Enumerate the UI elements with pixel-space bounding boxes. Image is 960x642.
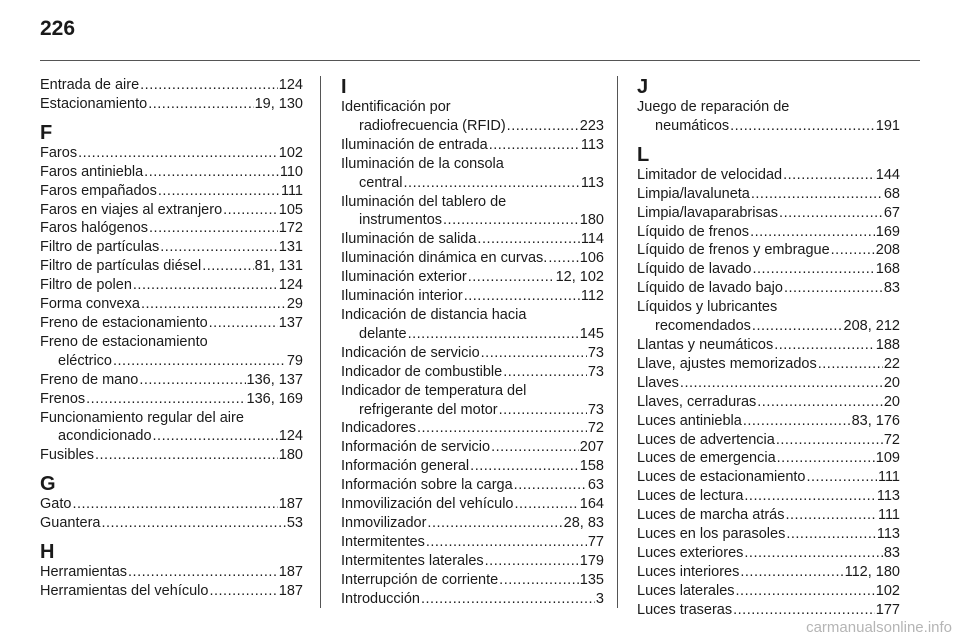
index-entry[interactable] (341, 571, 604, 590)
index-entry-pages[interactable]: 191 (875, 117, 900, 134)
index-entry-pages[interactable]: 172 (278, 220, 303, 237)
dot-leader (491, 438, 579, 457)
index-entry-pages[interactable]: 113 (876, 488, 900, 505)
index-entry-term: Luces traseras (637, 601, 733, 618)
dot-leader (743, 412, 851, 431)
index-entry-pages[interactable]: 208, 212 (843, 318, 900, 335)
index-entry[interactable] (40, 219, 303, 238)
index-entry[interactable] (637, 544, 900, 563)
dot-leader (160, 238, 278, 257)
index-entry[interactable] (637, 204, 900, 223)
index-entry[interactable] (637, 601, 900, 620)
index-entry-pages[interactable]: 208 (875, 242, 900, 259)
index-entry[interactable] (637, 355, 900, 374)
index-entry-pages[interactable]: 12, 102 (555, 269, 604, 286)
index-entry-term: eléctrico (58, 352, 112, 369)
index-entry-term: Intermitentes (341, 533, 425, 550)
index-entry[interactable] (637, 582, 900, 601)
index-entry-pages[interactable]: 77 (587, 533, 604, 550)
index-entry[interactable] (637, 166, 900, 185)
index-entry-pages[interactable]: 188 (875, 336, 900, 353)
dot-leader (78, 144, 278, 163)
dot-leader (514, 476, 587, 495)
index-entry-pages[interactable]: 112 (580, 288, 604, 305)
dot-leader (503, 363, 587, 382)
index-entry-term: Iluminación de entrada (341, 136, 488, 153)
index-entry-term: Líquido de lavado (637, 261, 752, 278)
dot-leader (757, 393, 883, 412)
dot-leader (750, 223, 875, 242)
index-entry[interactable] (341, 552, 604, 571)
dot-leader (443, 211, 579, 230)
index-entry[interactable] (40, 495, 303, 514)
index-entry-term: Llaves, cerraduras (637, 393, 757, 410)
index-entry[interactable] (40, 276, 303, 295)
index-entry-pages[interactable]: 111 (877, 469, 900, 486)
index-entry[interactable] (637, 279, 900, 298)
index-entry-term: Filtro de polen (40, 277, 132, 294)
index-entry-pages[interactable]: 67 (883, 204, 900, 221)
index-entry[interactable] (341, 155, 604, 193)
index-section-letter: L (637, 143, 650, 166)
index-entry-term: Información sobre la carga (341, 477, 513, 494)
index-entry-heading: Freno de estacionamiento (40, 333, 208, 350)
index-entry-term: Indicador de combustible (341, 363, 503, 380)
index-entry-term: Limitador de velocidad (637, 166, 783, 183)
index-entry-pages[interactable]: 106 (579, 250, 604, 267)
index-entry-term: Llaves (637, 374, 679, 391)
index-entry-term: Inmovilizador (341, 514, 427, 531)
dot-leader (470, 457, 579, 476)
index-entry-term: Líquido de lavado bajo (637, 280, 783, 297)
index-entry-term: neumáticos (655, 117, 730, 134)
index-entry-heading: Iluminación de la consola (341, 155, 504, 172)
index-entry-term: Faros empañados (40, 182, 157, 199)
dot-leader (140, 76, 278, 95)
dot-leader (148, 95, 253, 114)
index-entry-term: Luces de lectura (637, 488, 744, 505)
index-entry[interactable] (40, 182, 303, 201)
index-entry-pages[interactable]: 145 (579, 325, 604, 342)
index-entry[interactable] (40, 76, 303, 95)
index-entry[interactable] (40, 333, 303, 371)
page-number: 226 (40, 17, 76, 40)
dot-leader (149, 219, 278, 238)
index-entry-term: Iluminación interior (341, 288, 463, 305)
index-entry[interactable] (637, 525, 900, 544)
index-entry[interactable] (637, 241, 900, 260)
index-entry-term: Faros antiniebla (40, 163, 144, 180)
index-entry-heading: Juego de reparación de (637, 99, 790, 115)
index-entry-term: Faros (40, 144, 78, 161)
index-entry-term: recomendados (655, 318, 751, 335)
index-entry-term: Limpia/lavaparabrisas (637, 204, 779, 221)
index-entry-pages[interactable]: 113 (580, 136, 604, 153)
index-entry-pages[interactable]: 72 (587, 420, 604, 437)
index-entry-pages[interactable]: 102 (278, 144, 303, 161)
index-entry[interactable] (637, 98, 900, 136)
index-entry[interactable] (40, 295, 303, 314)
index-entry[interactable] (40, 514, 303, 533)
index-entry-term: delante (359, 325, 407, 342)
index-entry-pages[interactable]: 164 (579, 496, 604, 513)
dot-leader (818, 355, 883, 374)
dot-leader (209, 314, 278, 333)
index-entry-pages[interactable]: 114 (580, 231, 604, 248)
dot-leader (680, 374, 883, 393)
index-entry-pages[interactable]: 110 (279, 163, 303, 180)
index-entry-term: Luces de estacionamiento (637, 469, 806, 486)
index-entry-pages[interactable]: 136, 137 (246, 371, 303, 388)
dot-leader (141, 295, 286, 314)
index-entry-pages[interactable]: 109 (875, 450, 900, 467)
index-entry-heading: Identificación por (341, 99, 451, 115)
index-entry-term: Luces interiores (637, 563, 740, 580)
index-entry-term: Limpia/lavaluneta (637, 185, 750, 202)
index-entry-term: Filtro de partículas (40, 239, 160, 256)
index-entry-term: Luces antiniebla (637, 412, 742, 429)
index-entry-pages[interactable]: 124 (278, 277, 303, 294)
dot-leader (779, 204, 883, 223)
index-column-1 (40, 76, 303, 601)
index-entry-pages[interactable]: 158 (579, 458, 604, 475)
index-entry-pages[interactable]: 22 (883, 355, 900, 372)
dot-leader (485, 552, 579, 571)
dot-leader (777, 449, 875, 468)
dot-leader (464, 287, 580, 306)
index-entry-term: Freno de mano (40, 371, 139, 388)
index-entry-pages[interactable]: 72 (883, 431, 900, 448)
index-column-3 (637, 76, 900, 620)
dot-leader (514, 495, 578, 514)
dot-leader (139, 371, 245, 390)
index-entry-pages[interactable]: 79 (286, 352, 303, 369)
index-entry-pages[interactable]: 113 (580, 174, 604, 191)
index-section-letter: F (40, 121, 53, 144)
index-entry[interactable] (637, 393, 900, 412)
index-entry[interactable] (341, 268, 604, 287)
index-entry[interactable] (341, 193, 604, 231)
index-entry-term: Forma convexa (40, 296, 140, 313)
index-entry[interactable] (637, 563, 900, 582)
index-entry-pages[interactable]: 73 (587, 363, 604, 380)
index-entry[interactable] (40, 371, 303, 390)
index-entry[interactable] (341, 495, 604, 514)
index-entry[interactable] (637, 260, 900, 279)
index-entry-term: Llave, ajustes memorizados (637, 355, 817, 372)
index-entry-pages[interactable]: 124 (278, 428, 303, 445)
dot-leader (128, 563, 278, 582)
index-entry-pages[interactable]: 112, 180 (844, 563, 900, 580)
index-entry-term: Guantera (40, 515, 101, 532)
index-entry-pages[interactable]: 83, 176 (851, 412, 900, 429)
dot-leader (733, 601, 875, 620)
index-entry-term: Filtro de partículas diésel (40, 258, 202, 275)
index-entry-term: Indicadores (341, 420, 416, 437)
dot-leader (736, 582, 875, 601)
index-entry-term: instrumentos (359, 212, 443, 229)
index-entry-pages[interactable]: 137 (278, 314, 303, 331)
dot-leader (730, 117, 875, 136)
index-entry-term: Luces en los parasoles (637, 526, 786, 543)
index-entry-pages[interactable]: 135 (579, 571, 604, 588)
index-entry-term: Información de servicio (341, 439, 491, 456)
index-entry-pages[interactable]: 68 (883, 185, 900, 202)
index-entry[interactable] (341, 438, 604, 457)
index-entry[interactable] (637, 431, 900, 450)
dot-leader (426, 533, 587, 552)
index-entry-term: Freno de estacionamiento (40, 314, 208, 331)
index-entry-pages[interactable]: 28, 83 (563, 514, 604, 531)
index-entry-term: Llantas y neumáticos (637, 336, 774, 353)
index-entry-pages[interactable]: 124 (278, 77, 303, 93)
index-entry-term: Líquido de frenos (637, 223, 750, 240)
index-entry-pages[interactable]: 168 (875, 261, 900, 278)
dot-leader (744, 544, 882, 563)
index-entry-term: Herramientas del vehículo (40, 582, 209, 599)
dot-leader (831, 241, 875, 260)
column-divider (320, 76, 321, 608)
dot-leader (776, 431, 883, 450)
index-entry-pages[interactable]: 20 (883, 374, 900, 391)
index-entry-term: Faros halógenos (40, 220, 149, 237)
index-entry-term: Luces de advertencia (637, 431, 775, 448)
dot-leader (499, 571, 579, 590)
index-entry-term: Introducción (341, 590, 420, 607)
index-entry-pages[interactable]: 136, 169 (246, 390, 303, 407)
index-entry[interactable] (637, 374, 900, 393)
index-entry[interactable] (341, 457, 604, 476)
index-entry[interactable] (40, 446, 303, 465)
index-entry[interactable] (341, 249, 604, 268)
dot-leader (95, 446, 278, 465)
index-entry[interactable] (341, 287, 604, 306)
index-entry-heading: Líquidos y lubricantes (637, 299, 778, 316)
index-entry[interactable] (40, 163, 303, 182)
index-entry[interactable] (341, 98, 604, 136)
index-entry-term: Iluminación exterior (341, 269, 467, 286)
index-entry-term: Intermitentes laterales (341, 552, 484, 569)
index-entry[interactable] (40, 409, 303, 447)
index-entry-term: Interrupción de corriente (341, 571, 499, 588)
index-entry-term: Información general (341, 458, 470, 475)
index-entry-term: Gato (40, 496, 72, 513)
index-entry[interactable] (341, 590, 604, 609)
index-entry-pages[interactable]: 180 (579, 212, 604, 229)
index-entry-pages[interactable]: 81, 131 (254, 258, 303, 275)
dot-leader (223, 201, 278, 220)
dot-leader (158, 182, 280, 201)
index-column-2 (341, 76, 604, 608)
index-entry[interactable] (341, 382, 604, 420)
index-section-letter: I (341, 76, 347, 98)
index-section-letter: J (637, 76, 649, 98)
index-section-letter: H (40, 541, 55, 564)
index-entry[interactable] (341, 514, 604, 533)
index-entry[interactable] (637, 336, 900, 355)
index-entry[interactable] (637, 298, 900, 336)
index-entry[interactable] (341, 363, 604, 382)
index-entry-term: Entrada de aire (40, 77, 140, 93)
index-entry[interactable] (341, 344, 604, 363)
dot-leader (752, 317, 843, 336)
index-entry-term: Estacionamiento (40, 95, 148, 112)
index-entry-pages[interactable]: 113 (876, 526, 900, 543)
index-entry-pages[interactable]: 73 (587, 401, 604, 418)
index-entry[interactable] (40, 390, 303, 409)
dot-leader (209, 582, 277, 601)
dot-leader (806, 468, 876, 487)
index-entry-pages[interactable]: 19, 130 (254, 95, 303, 112)
index-entry-pages[interactable]: 20 (883, 393, 900, 410)
index-entry-term: Fusibles (40, 447, 94, 464)
dot-leader (740, 563, 843, 582)
index-entry[interactable] (637, 223, 900, 242)
index-section-letter: G (40, 473, 56, 496)
index-entry-term: Inmovilización del vehículo (341, 496, 514, 513)
index-entry[interactable] (637, 449, 900, 468)
dot-leader (784, 279, 883, 298)
index-entry-heading: Funcionamiento regular del aire (40, 409, 244, 426)
dot-leader (774, 336, 875, 355)
dot-leader (427, 514, 562, 533)
index-entry[interactable] (40, 257, 303, 276)
index-entry-pages[interactable]: 83 (883, 280, 900, 297)
index-entry-term: Luces de marcha atrás (637, 507, 785, 524)
index-entry-term: Líquido de frenos y embrague (637, 242, 830, 259)
dot-leader (144, 163, 279, 182)
dot-leader (499, 401, 587, 420)
index-entry[interactable] (40, 563, 303, 582)
index-entry-pages[interactable]: 102 (875, 582, 900, 599)
dot-leader (489, 136, 580, 155)
index-entry-pages[interactable]: 105 (278, 201, 303, 218)
index-entry-heading: Indicador de temperatura del (341, 382, 527, 399)
index-entry[interactable] (40, 582, 303, 601)
index-entry-term: central (359, 174, 403, 191)
index-entry-pages[interactable]: 63 (587, 477, 604, 494)
index-entry[interactable] (341, 419, 604, 438)
dot-leader (133, 276, 278, 295)
dot-leader (481, 344, 587, 363)
dot-leader (72, 495, 277, 514)
index-entry[interactable] (341, 476, 604, 495)
index-entry-term: Faros en viajes al extranjero (40, 201, 223, 218)
index-entry-pages[interactable]: 73 (587, 344, 604, 361)
index-entry[interactable] (637, 412, 900, 431)
dot-leader (153, 427, 278, 446)
index-entry-pages[interactable]: 53 (286, 515, 303, 532)
index-entry-term: Indicación de servicio (341, 344, 480, 361)
index-entry-term: radiofrecuencia (RFID) (359, 117, 506, 134)
dot-leader (101, 514, 285, 533)
dot-leader (786, 525, 876, 544)
index-entry-term: acondicionado (58, 428, 152, 445)
dot-leader (202, 257, 253, 276)
index-entry[interactable] (40, 238, 303, 257)
index-entry[interactable] (40, 314, 303, 333)
index-entry-term: Herramientas (40, 564, 128, 581)
index-entry-term: Luces exteriores (637, 544, 744, 561)
index-entry-pages[interactable]: 207 (579, 439, 604, 456)
index-entry[interactable] (637, 506, 900, 525)
index-entry[interactable] (637, 468, 900, 487)
index-entry[interactable] (341, 533, 604, 552)
index-entry-pages[interactable]: 179 (579, 552, 604, 569)
dot-leader (786, 506, 877, 525)
index-entry-pages[interactable]: 187 (278, 582, 303, 599)
dot-leader (421, 590, 595, 609)
index-entry-pages[interactable]: 3 (595, 590, 604, 607)
dot-leader (417, 419, 587, 438)
dot-leader (468, 268, 555, 287)
index-entry-pages[interactable]: 83 (883, 544, 900, 561)
index-entry-pages[interactable]: 177 (875, 601, 900, 618)
dot-leader (477, 230, 579, 249)
index-entry-pages[interactable]: 223 (579, 117, 604, 134)
index-entry[interactable] (341, 136, 604, 155)
index-entry-pages[interactable]: 187 (278, 496, 303, 513)
header-divider (40, 60, 920, 61)
index-entry-term: Iluminación dinámica en curvas. (341, 250, 548, 267)
dot-leader (404, 174, 580, 193)
index-entry-heading: Iluminación del tablero de (341, 193, 507, 210)
dot-leader (744, 487, 875, 506)
dot-leader (113, 352, 286, 371)
index-entry[interactable] (40, 144, 303, 163)
index-entry[interactable] (637, 185, 900, 204)
dot-leader (86, 390, 245, 409)
index-entry-pages[interactable]: 187 (278, 564, 303, 581)
dot-leader (753, 260, 875, 279)
index-entry-term: Iluminación de salida (341, 231, 477, 248)
index-entry-term: refrigerante del motor (359, 401, 498, 418)
dot-leader (507, 117, 579, 136)
watermark: carmanualsonline.info (806, 619, 952, 636)
dot-leader (751, 185, 883, 204)
dot-leader (408, 325, 579, 344)
index-entry-pages[interactable]: 169 (875, 223, 900, 240)
index-entry-pages[interactable]: 144 (875, 166, 900, 183)
index-entry[interactable] (40, 95, 303, 114)
column-divider (617, 76, 618, 608)
index-entry[interactable] (341, 230, 604, 249)
dot-leader (783, 166, 875, 185)
index-entry-pages[interactable]: 29 (286, 296, 303, 313)
index-entry-pages[interactable]: 180 (278, 447, 303, 464)
index-entry[interactable] (341, 306, 604, 344)
index-entry-heading: Indicación de distancia hacia (341, 306, 527, 323)
index-entry-pages[interactable]: 131 (278, 239, 303, 256)
dot-leader (548, 249, 578, 268)
index-entry-pages[interactable]: 111 (280, 182, 303, 199)
index-entry[interactable] (40, 201, 303, 220)
index-entry-pages[interactable]: 111 (877, 507, 900, 524)
index-entry-term: Luces laterales (637, 582, 735, 599)
index-entry-term: Luces de emergencia (637, 450, 776, 467)
index-entry[interactable] (637, 487, 900, 506)
index-entry-term: Frenos (40, 390, 86, 407)
